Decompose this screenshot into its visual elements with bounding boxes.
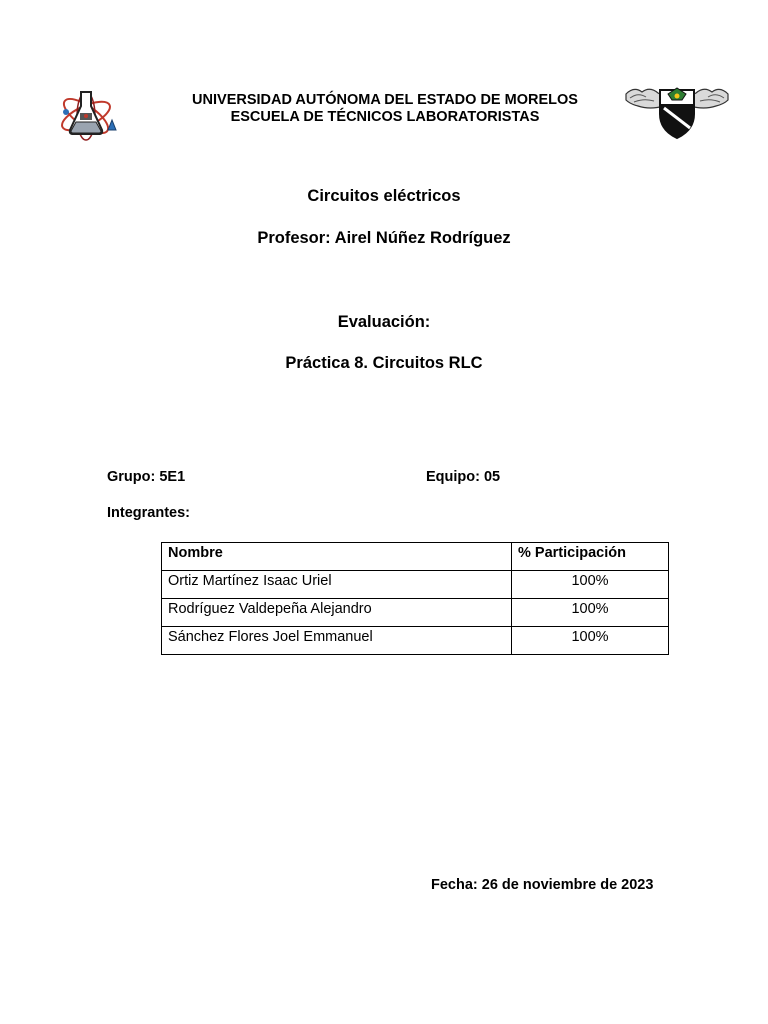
member-participation: 100% [512, 571, 669, 599]
course-title: Circuitos eléctricos [307, 187, 461, 205]
university-name: UNIVERSIDAD AUTÓNOMA DEL ESTADO DE MORELOS [192, 92, 578, 108]
members-label: Integrantes: [107, 505, 190, 521]
practice-title: Práctica 8. Circuitos RLC [285, 354, 483, 372]
column-header-name: Nombre [162, 543, 512, 571]
evaluation-label: Evaluación: [337, 313, 431, 331]
table-row [162, 627, 669, 655]
university-crest [624, 84, 730, 140]
professor-name: Profesor: Airel Núñez Rodríguez [257, 229, 511, 247]
table-row [162, 599, 669, 627]
school-logo [56, 86, 122, 142]
school-name: ESCUELA DE TÉCNICOS LABORATORISTAS [230, 109, 540, 125]
member-participation: 100% [512, 627, 669, 655]
member-participation: 100% [512, 599, 669, 627]
member-name: Rodríguez Valdepeña Alejandro [162, 599, 512, 627]
table-header-row [162, 543, 669, 571]
team-field: Equipo: 05 [426, 469, 501, 485]
institution-header [150, 92, 620, 126]
group-field: Grupo: 5E1 [107, 469, 186, 485]
date-field: Fecha: 26 de noviembre de 2023 [431, 877, 654, 893]
member-name: Ortiz Martínez Isaac Uriel [162, 571, 512, 599]
column-header-participation: % Participación [512, 543, 669, 571]
table-row [162, 571, 669, 599]
member-name: Sánchez Flores Joel Emmanuel [162, 627, 512, 655]
members-table [161, 542, 669, 655]
